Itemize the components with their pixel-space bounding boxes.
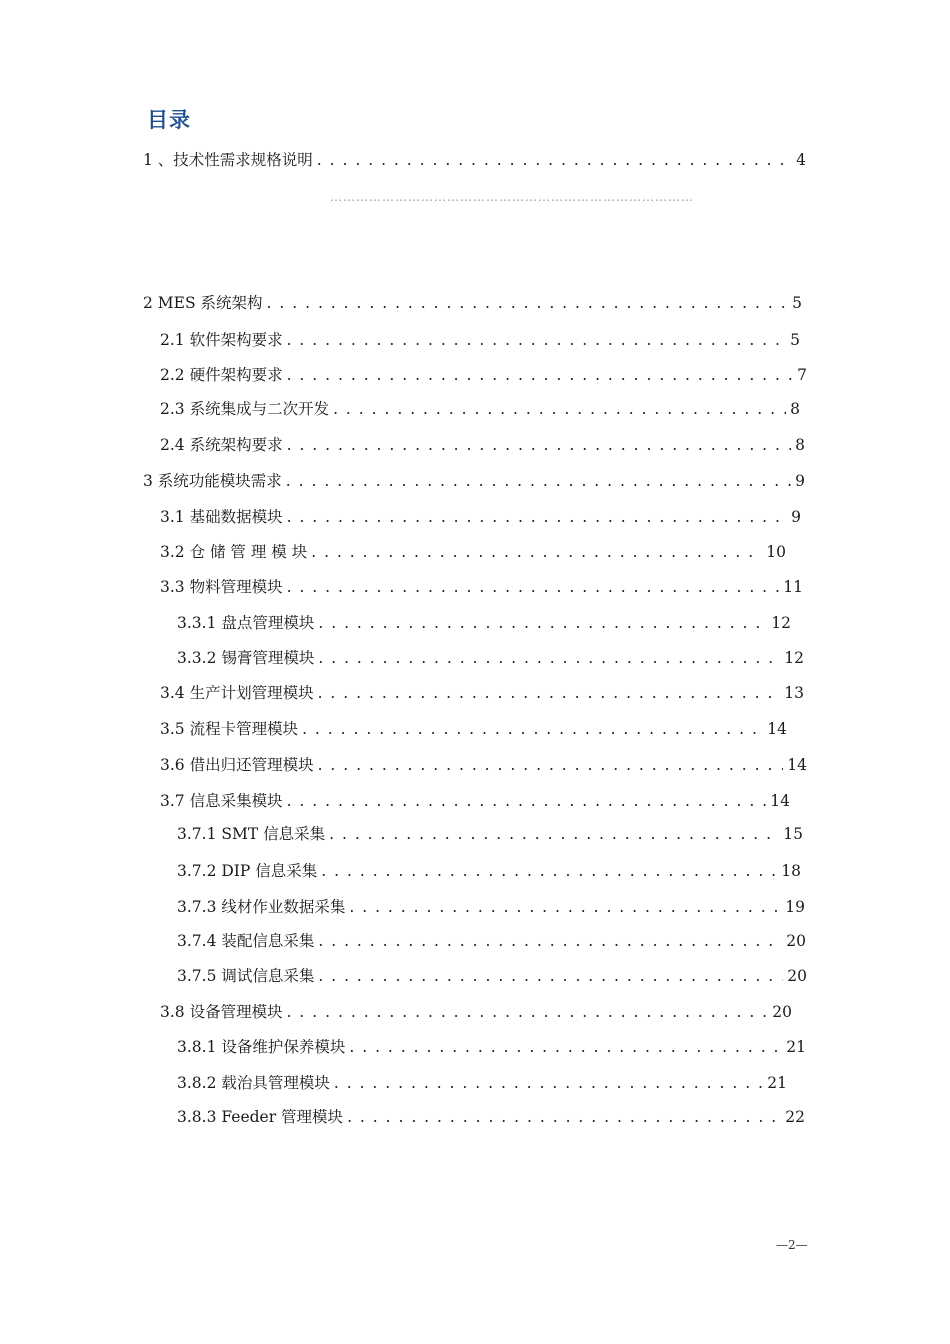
toc-entry-label: 3.4 生产计划管理模块 <box>160 684 314 702</box>
toc-entry-label: 3.5 流程卡管理模块 <box>160 720 299 738</box>
toc-leader <box>302 719 763 739</box>
toc-entry[interactable] <box>177 897 805 917</box>
toc-leader <box>267 293 789 313</box>
toc-entry-page: 5 <box>790 331 800 349</box>
toc-entry-page: 5 <box>792 294 802 312</box>
toc-leader <box>334 1073 763 1093</box>
toc-leader <box>287 507 788 527</box>
toc-leader <box>349 897 781 917</box>
toc-entry-label: 3.3.2 锡膏管理模块 <box>177 649 315 667</box>
toc-entry-page: 8 <box>795 436 805 454</box>
toc-entry-label: 3.7.5 调试信息采集 <box>177 967 315 985</box>
toc-entry[interactable] <box>143 293 802 313</box>
toc-entry[interactable] <box>177 861 801 881</box>
toc-entry[interactable] <box>160 791 790 811</box>
toc-entry[interactable] <box>160 1002 792 1022</box>
toc-entry-page: 20 <box>786 932 806 950</box>
toc-entry[interactable] <box>177 1107 805 1127</box>
toc-entry[interactable] <box>160 719 787 739</box>
toc-leader <box>311 542 762 562</box>
toc-entry-label: 3.7 信息采集模块 <box>160 792 283 810</box>
toc-entry-label: 3.8.3 Feeder 管理模块 <box>177 1108 344 1126</box>
toc-entry-page: 9 <box>791 508 801 526</box>
toc-entry-label: 3.7.4 装配信息采集 <box>177 932 315 950</box>
toc-leader <box>287 330 787 350</box>
toc-entry[interactable] <box>160 435 805 455</box>
toc-entry-page: 12 <box>771 614 791 632</box>
toc-entry-label: 3.8 设备管理模块 <box>160 1003 283 1021</box>
toc-leader <box>317 150 792 170</box>
toc-entry-label: 3.3 物料管理模块 <box>160 578 283 596</box>
toc-entry-label: 2 MES 系统架构 <box>143 294 263 312</box>
toc-entry-label: 3 系统功能模块需求 <box>143 472 282 490</box>
toc-entry-label: 3.3.1 盘点管理模块 <box>177 614 315 632</box>
toc-entry-page: 20 <box>772 1003 792 1021</box>
toc-entry[interactable] <box>160 755 807 775</box>
toc-entry[interactable] <box>160 507 801 527</box>
toc-leader <box>287 577 780 597</box>
toc-entry-page: 18 <box>781 862 801 880</box>
toc-leader <box>287 1002 769 1022</box>
toc-entry[interactable] <box>160 542 786 562</box>
toc-leader <box>321 861 777 881</box>
toc-entry[interactable] <box>177 1037 806 1057</box>
toc-entry-page: 22 <box>785 1108 805 1126</box>
toc-entry-page: 8 <box>790 400 800 418</box>
toc-entry-label: 3.8.2 载治具管理模块 <box>177 1074 330 1092</box>
toc-entry[interactable] <box>177 824 803 844</box>
toc-title: 目录 <box>147 108 191 132</box>
toc-leader <box>318 966 783 986</box>
toc-entry-page: 12 <box>784 649 804 667</box>
toc-leader <box>333 399 786 419</box>
toc-entry-page: 13 <box>784 684 804 702</box>
toc-leader <box>318 931 782 951</box>
toc-leader <box>318 755 784 775</box>
toc-entry[interactable] <box>177 648 804 668</box>
toc-entry-label: 2.1 软件架构要求 <box>160 331 283 349</box>
toc-entry[interactable] <box>177 613 791 633</box>
toc-entry-label: 3.8.1 设备维护保养模块 <box>177 1038 346 1056</box>
toc-entry-label: 2.4 系统架构要求 <box>160 436 283 454</box>
toc-entry[interactable] <box>143 471 805 491</box>
toc-leader <box>349 1037 782 1057</box>
toc-entry-label: 1 、技术性需求规格说明 <box>143 151 313 169</box>
toc-entry[interactable] <box>177 1073 787 1093</box>
toc-entry-page: 21 <box>786 1038 806 1056</box>
toc-entry[interactable] <box>177 931 806 951</box>
toc-entry[interactable] <box>160 330 800 350</box>
toc-entry-label: 3.7.1 SMT 信息采集 <box>177 825 326 843</box>
toc-leader <box>318 683 781 703</box>
toc-entry[interactable] <box>160 683 804 703</box>
toc-entry-page: 14 <box>770 792 790 810</box>
toc-entry-page: 9 <box>795 472 805 490</box>
toc-entry-label: 3.7.2 DIP 信息采集 <box>177 862 318 880</box>
toc-entry-page: 11 <box>783 578 803 596</box>
toc-leader <box>287 365 794 385</box>
toc-entry[interactable] <box>160 365 807 385</box>
toc-entry-label: 3.2 仓 储 管 理 模 块 <box>160 543 308 561</box>
toc-entry-label: 2.3 系统集成与二次开发 <box>160 400 330 418</box>
toc-leader <box>318 648 780 668</box>
toc-leader <box>318 613 767 633</box>
toc-entry-page: 21 <box>767 1074 787 1092</box>
toc-entry-page: 19 <box>785 898 805 916</box>
toc-entry-page: 7 <box>797 366 807 384</box>
toc-leader <box>286 471 791 491</box>
toc-leader <box>287 435 792 455</box>
stray-leader-dots: ………………………………………………………………………… <box>330 190 694 204</box>
toc-leader <box>329 824 779 844</box>
toc-entry-page: 10 <box>766 543 786 561</box>
toc-leader <box>287 791 767 811</box>
toc-entry[interactable] <box>143 150 806 170</box>
toc-entry[interactable] <box>177 966 807 986</box>
toc-entry-page: 15 <box>783 825 803 843</box>
toc-entry[interactable] <box>160 399 800 419</box>
toc-entry-label: 2.2 硬件架构要求 <box>160 366 283 384</box>
toc-entry[interactable] <box>160 577 803 597</box>
toc-entry-page: 20 <box>787 967 807 985</box>
page-number-footer: —2— <box>776 1238 808 1252</box>
toc-entry-label: 3.1 基础数据模块 <box>160 508 283 526</box>
toc-entry-label: 3.7.3 线材作业数据采集 <box>177 898 346 916</box>
toc-entry-page: 4 <box>796 151 806 169</box>
toc-leader <box>347 1107 781 1127</box>
toc-entry-page: 14 <box>787 756 807 774</box>
toc-entry-label: 3.6 借出归还管理模块 <box>160 756 314 774</box>
toc-entry-page: 14 <box>767 720 787 738</box>
